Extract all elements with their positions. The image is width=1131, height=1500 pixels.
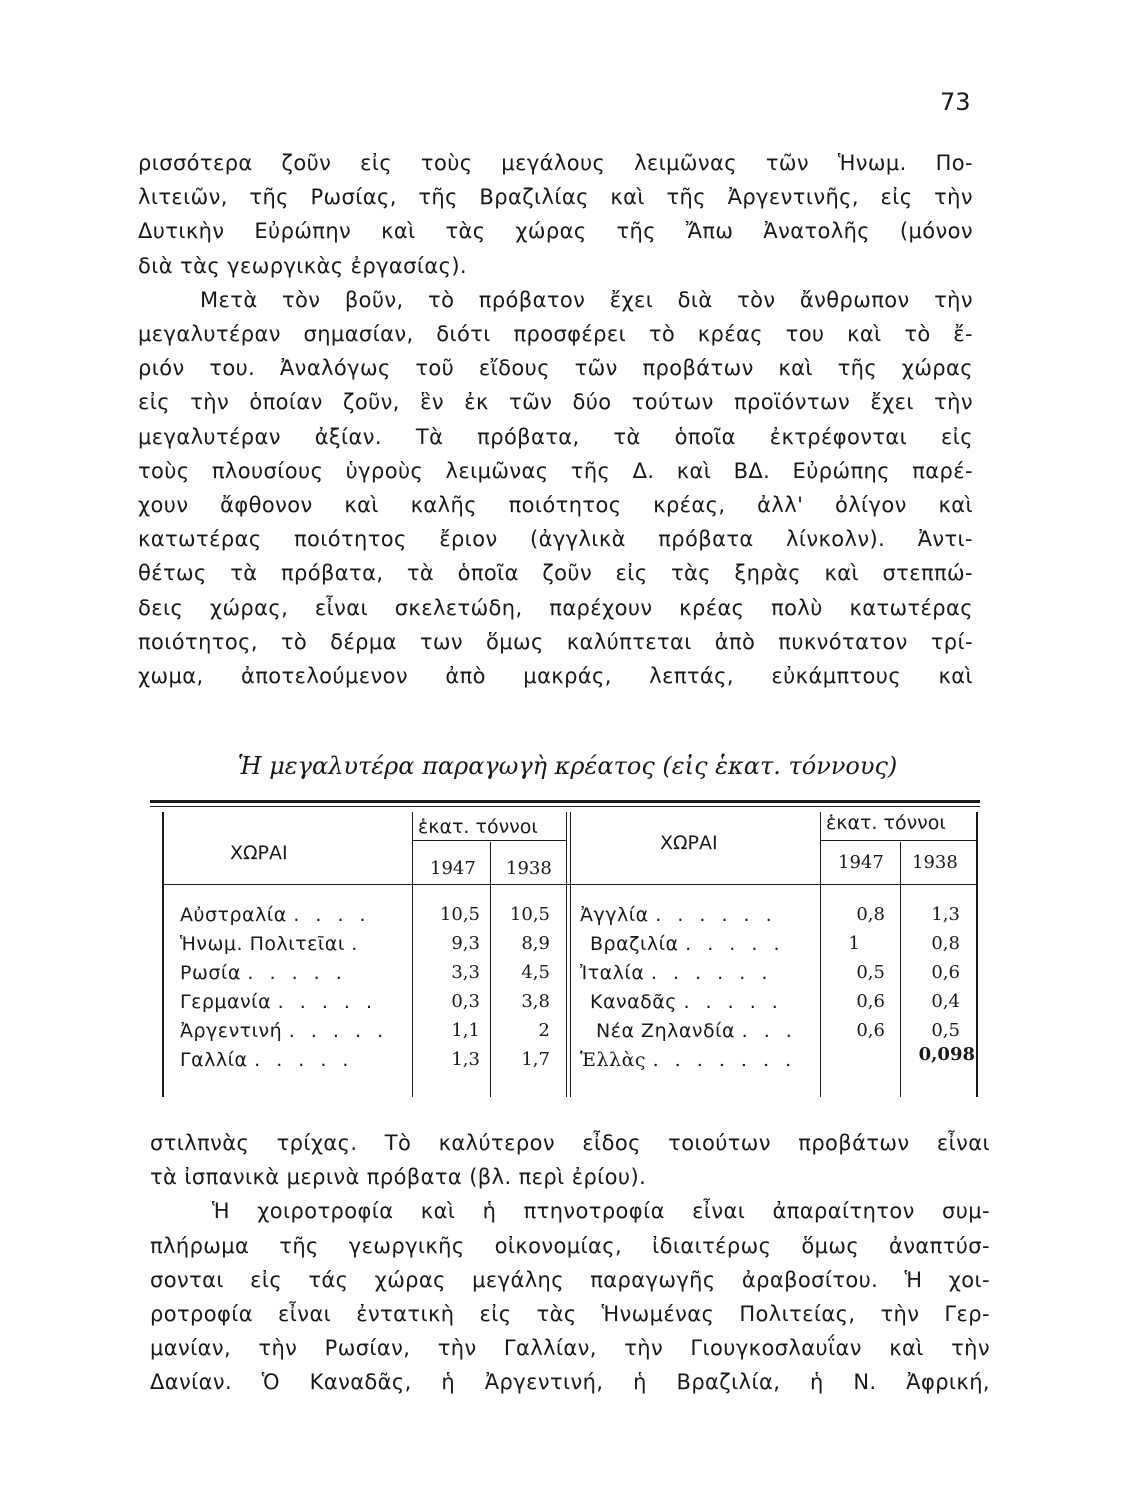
table-cell-1938: 3,8 <box>521 991 550 1012</box>
meat-production-table <box>150 800 980 1100</box>
table-row-country: Γαλλία . . . . . <box>180 1049 354 1071</box>
table-cell-1947: 0,3 <box>451 991 480 1012</box>
header-countries-right: ΧΩΡΑΙ <box>660 832 718 854</box>
text-line: ποιότητος, τὸ δέρμα των ὅμως καλύπτεται ἀπὸ πυκνότατον τρί- <box>138 629 973 654</box>
header-bottom-rule <box>162 884 976 885</box>
table-cell-1938: 2 <box>538 1020 550 1041</box>
table-cell-1938: 1,3 <box>931 904 960 925</box>
table-cell-1947: 10,5 <box>439 904 480 925</box>
text-line: δεις χώρας, εἶναι σκελετώδη, παρέχουν κρέας πολὺ κατωτέρας <box>138 595 973 620</box>
text-line: Μετὰ τὸν βοῦν, τὸ πρόβατον ἔχει διὰ τὸν ἄνθρωπον τὴν <box>200 287 973 312</box>
text-line: μεγαλυτέραν σημασίαν, διότι προσφέρει τὸ κρέας του καὶ τὸ ἔ- <box>138 322 973 347</box>
table-top-rule-thin <box>150 806 980 807</box>
table-divider-double <box>570 812 571 1097</box>
paragraph-bottom <box>150 1126 990 1400</box>
text-line: Δυτικὴν Εὐρώπην καὶ τὰς χώρας τῆς Ἄπω Ἀνατολῆς (μόνον <box>138 219 973 244</box>
table-divider <box>566 812 567 1097</box>
table-title: Ἡ μεγαλυτέρα παραγωγὴ κρέατος (εἰς ἑκατ. τόννους) <box>237 752 898 780</box>
table-left-border <box>162 812 164 1097</box>
table-cell-1947: 9,3 <box>451 933 480 954</box>
page-number: 73 <box>940 88 971 116</box>
table-row-country: Ἀργεντινή . . . . . <box>180 1020 389 1042</box>
table-top-rule <box>150 800 980 803</box>
table-divider <box>900 842 901 1097</box>
text-line: χωμα, ἀποτελούμενον ἀπὸ μακράς, λεπτάς, εὐκάμπτους καὶ <box>138 664 973 689</box>
paragraph-top <box>138 146 973 693</box>
table-row-country: Γερμανία . . . . . <box>180 991 378 1013</box>
text-line: ροτροφία εἶναι ἐντατικὴ εἰς τὰς Ἡνωμένας Πολιτείας, τὴν Γερ- <box>150 1302 990 1327</box>
text-line: θέτως τὰ πρόβατα, τὰ ὁποῖα ζοῦν εἰς τὰς ξηρὰς καὶ στεππώ- <box>138 561 973 586</box>
header-countries-left: ΧΩΡΑΙ <box>230 842 288 864</box>
text-line: Ἡ χοιροτροφία καὶ ἡ πτηνοτροφία εἶναι ἀπαραίτητον συμ- <box>212 1199 990 1224</box>
table-cell-1947: 1 <box>848 933 860 954</box>
table-cell-1938: 0,098 <box>918 1044 975 1065</box>
text-line: πλήρωμα τῆς γεωργικῆς οἰκονομίας, ἰδιαιτέρως ὅμως ἀναπτύσ- <box>150 1233 990 1258</box>
text-line: τὰ ἰσπανικὰ μερινὰ πρόβατα (βλ. περὶ ἐρίου). <box>150 1165 647 1190</box>
text-line: μεγαλυτέραν ἀξίαν. Τὰ πρόβατα, τὰ ὁποῖα ἐκτρέφονται εἰς <box>138 424 973 449</box>
text-line: μανίαν, τὴν Ρωσίαν, τὴν Γαλλίαν, τὴν Γιουγκοσλαυΐαν καὶ τὴν <box>150 1336 990 1361</box>
header-unit-right: ἑκατ. τόννοι <box>826 812 946 834</box>
text-line: εἰς τὴν ὁποίαν ζοῦν, ἓν ἐκ τῶν δύο τούτων προϊόντων ἔχει τὴν <box>138 390 973 415</box>
table-row-country: Ἡνωμ. Πολιτεῖαι . <box>180 933 363 955</box>
table-row-country: Ἑλλὰς . . . . . . . <box>580 1049 797 1071</box>
table-row-country: Ρωσία . . . . . <box>180 962 347 984</box>
table-cell-1938: 0,8 <box>931 933 960 954</box>
header-unit-left: ἑκατ. τόννοι <box>418 816 538 838</box>
table-cell-1947: 3,3 <box>451 962 480 983</box>
header-subrule <box>412 840 566 841</box>
text-line: Δανίαν. Ὁ Καναδᾶς, ἡ Ἀργεντινή, ἡ Βραζιλία, ἡ Ν. Ἀφρική, <box>150 1370 990 1395</box>
table-row-country: Ἰταλία . . . . . . <box>580 962 773 984</box>
table-divider <box>490 842 491 1097</box>
text-line: διὰ τὰς γεωργικὰς ἐργασίας). <box>138 253 468 278</box>
header-subrule <box>820 840 976 841</box>
table-cell-1938: 8,9 <box>521 933 550 954</box>
table-row-country: Καναδᾶς . . . . . <box>590 991 783 1013</box>
table-cell-1938: 4,5 <box>521 962 550 983</box>
table-cell-1947: 0,6 <box>856 1020 885 1041</box>
text-line: κατωτέρας ποιότητος ἔριον (ἀγγλικὰ πρόβατα λίνκολν). Ἀντι- <box>138 527 973 552</box>
table-cell-1947: 1,3 <box>451 1049 480 1070</box>
table-row-country: Βραζιλία . . . . . <box>590 933 785 955</box>
table-cell-1947: 0,5 <box>856 962 885 983</box>
table-cell-1938: 1,7 <box>521 1049 550 1070</box>
table-cell-1947: 1,1 <box>451 1020 480 1041</box>
table-cell-1947: 0,6 <box>856 991 885 1012</box>
table-cell-1947: 0,8 <box>856 904 885 925</box>
header-year-1938-right: 1938 <box>912 852 958 873</box>
text-line: χουν ἄφθονον καὶ καλῆς ποιότητος κρέας, ἀλλ' ὀλίγον καὶ <box>138 493 973 518</box>
text-line: στιλπνὰς τρίχας. Τὸ καλύτερον εἶδος τοιούτων προβάτων εἶναι <box>150 1131 990 1155</box>
text-line: σονται εἰς τάς χώρας μεγάλης παραγωγῆς ἀραβοσίτου. Ἡ χοι- <box>150 1267 990 1292</box>
table-row-country: Νέα Ζηλανδία . . . <box>596 1020 797 1042</box>
table-right-border <box>976 812 978 1097</box>
table-divider <box>820 812 821 1097</box>
text-line: ρισσότερα ζοῦν εἰς τοὺς μεγάλους λειμῶνας τῶν Ἡνωμ. Πο- <box>138 151 973 175</box>
table-row-country: Ἀγγλία . . . . . . <box>580 904 777 926</box>
table-cell-1938: 0,6 <box>931 962 960 983</box>
table-row-country: Αὐστραλία . . . . <box>180 904 371 926</box>
header-year-1938-left: 1938 <box>506 858 552 879</box>
table-cell-1938: 10,5 <box>509 904 550 925</box>
table-divider <box>412 812 413 1097</box>
header-year-1947-right: 1947 <box>838 852 884 873</box>
table-cell-1938: 0,4 <box>931 991 960 1012</box>
text-line: ριόν του. Ἀναλόγως τοῦ εἴδους τῶν προβάτων καὶ τῆς χώρας <box>138 356 973 381</box>
text-line: τοὺς πλουσίους ὑγροὺς λειμῶνας τῆς Δ. καὶ ΒΔ. Εὐρώπης παρέ- <box>138 458 973 483</box>
table-cell-1938: 0,5 <box>931 1020 960 1041</box>
text-line: λιτειῶν, τῆς Ρωσίας, τῆς Βραζιλίας καὶ τῆς Ἀργεντινῆς, εἰς τὴν <box>138 185 973 210</box>
header-year-1947-left: 1947 <box>430 858 476 879</box>
